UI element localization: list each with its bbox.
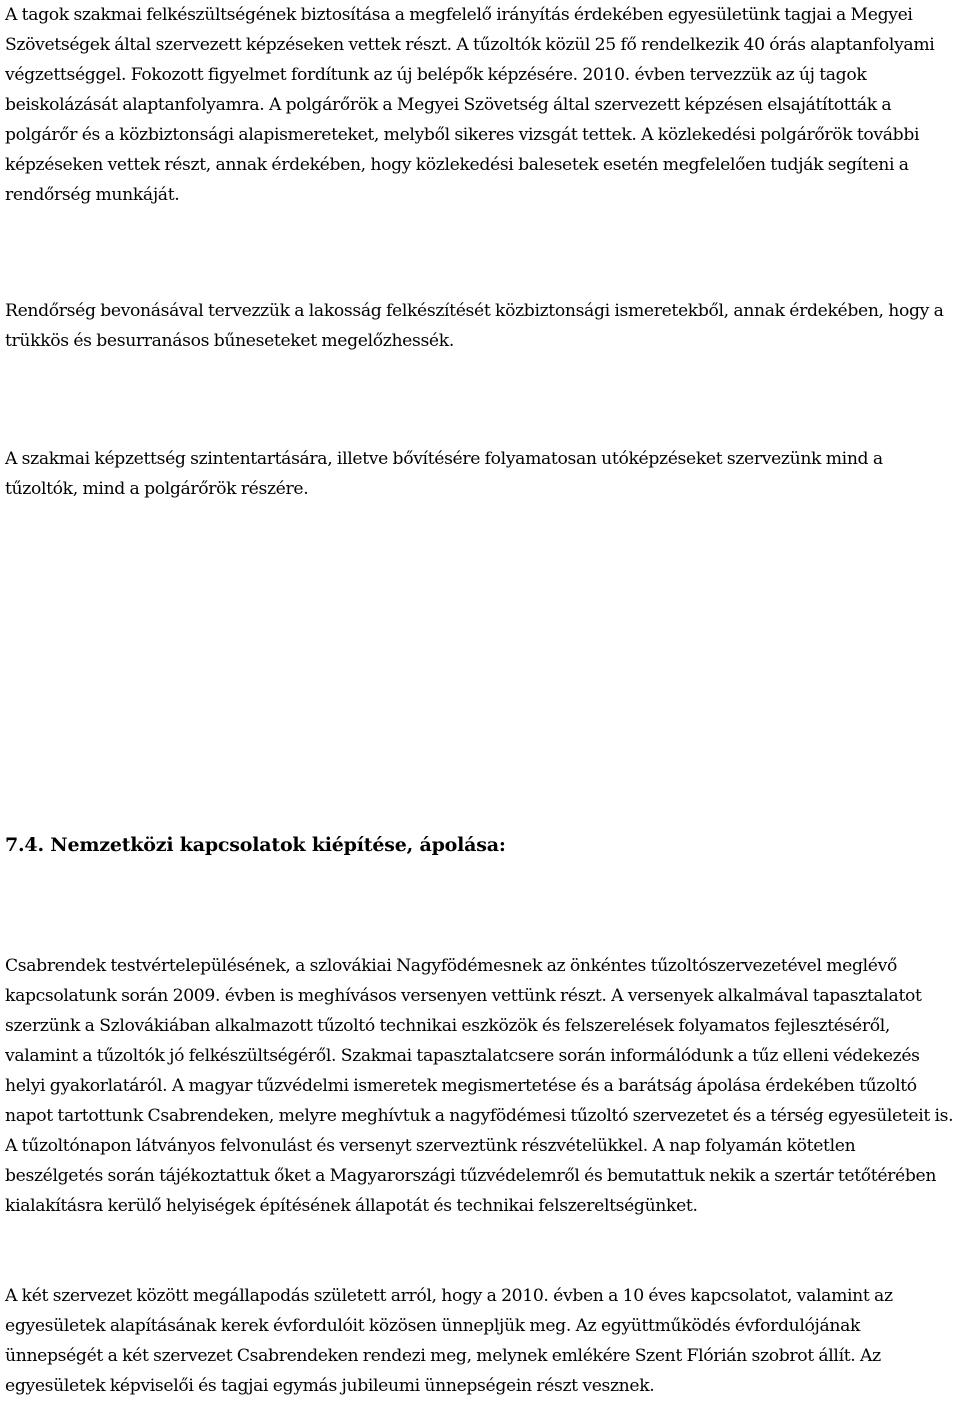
paragraph-continuing-education: A szakmai képzettség szintentartására, illetve bővítésére folyamatosan utóképzéseket szervezünk mind a tűzoltók, mind a polgárőrök részére. <box>5 449 883 499</box>
paragraph-agreement: A két szervezet között megállapodás született arról, hogy a 2010. évben a 10 éves kapcsolatot, valamint az egyesületek alapításának kerek évfordulóit közösen ünnepljük meg. Az együttműködés évfordulójának ünnepségét a két szervezet Csabrendeken rendezi meg, melynek emlékére Szent Flórián szobrot állít. Az egyesületek képviselői és tagjai egymás jubileumi ünnepségein részt vesznek. <box>5 1286 893 1396</box>
paragraph-police-cooperation: Rendőrség bevonásával tervezzük a lakosság felkészítését közbiztonsági ismeretekből, annak érdekében, hogy a trükkös és besurranásos bűneseteket megelőzhessék. <box>5 301 944 351</box>
paragraph-international-relations: Csabrendek testvértelepülésének, a szlovákiai Nagyfödémesnek az önkéntes tűzoltószervezetével meglévő kapcsolatunk során 2009. évben is meghívásos versenyen vettünk részt. A versenyek alkalmával tapasztalatot szerzünk a Szlovákiában alkalmazott tűzoltó technikai eszközök és felszerelések folyamatos fejlesztéséről, valamint a tűzoltók jó felkészültségéről. Szakmai tapasztalatcsere során informálódunk a tűz elleni védekezés helyi gyakorlatáról. A magyar tűzvédelmi ismeretek megismertetése és a barátság ápolása érdekében tűzoltó napot tartottunk Csabrendeken, melyre meghívtuk a nagyfödémesi tűzoltó szervezetet és a térség egyesületeit is. A tűzoltónapon látványos felvonulást és versenyt szerveztünk részvételükkel. A nap folyamán kötetlen beszélgetés során tájékoztattuk őket a Magyarországi tűzvédelemről és bemutattuk nekik a szertár tetőtérében kialakításra kerülő helyiségek építésének állapotát és technikai felszereltségünket. <box>5 956 954 1216</box>
paragraph-training: A tagok szakmai felkészültségének biztosítása a megfelelő irányítás érdekében egyesületünk tagjai a Megyei Szövetségek által szervezett képzéseken vettek részt. A tűzoltók közül 25 fő rendelkezik 40 órás alaptanfolyami végzettséggel. Fokozott figyelmet fordítunk az új belépők képzésére. 2010. évben tervezzük az új tagok beiskolázását alaptanfolyamra. A polgárőrök a Megyei Szövetség által szervezett képzésen elsajátították a polgárőr és a közbiztonsági alapismereteket, melyből sikeres vizsgát tettek. A közlekedési polgárőrök további képzéseken vettek részt, annak érdekében, hogy közlekedési balesetek esetén megfelelően tudják segíteni a rendőrség munkáját. <box>5 5 935 205</box>
section-heading: 7.4. Nemzetközi kapcsolatok kiépítése, ápolása: <box>5 834 506 856</box>
